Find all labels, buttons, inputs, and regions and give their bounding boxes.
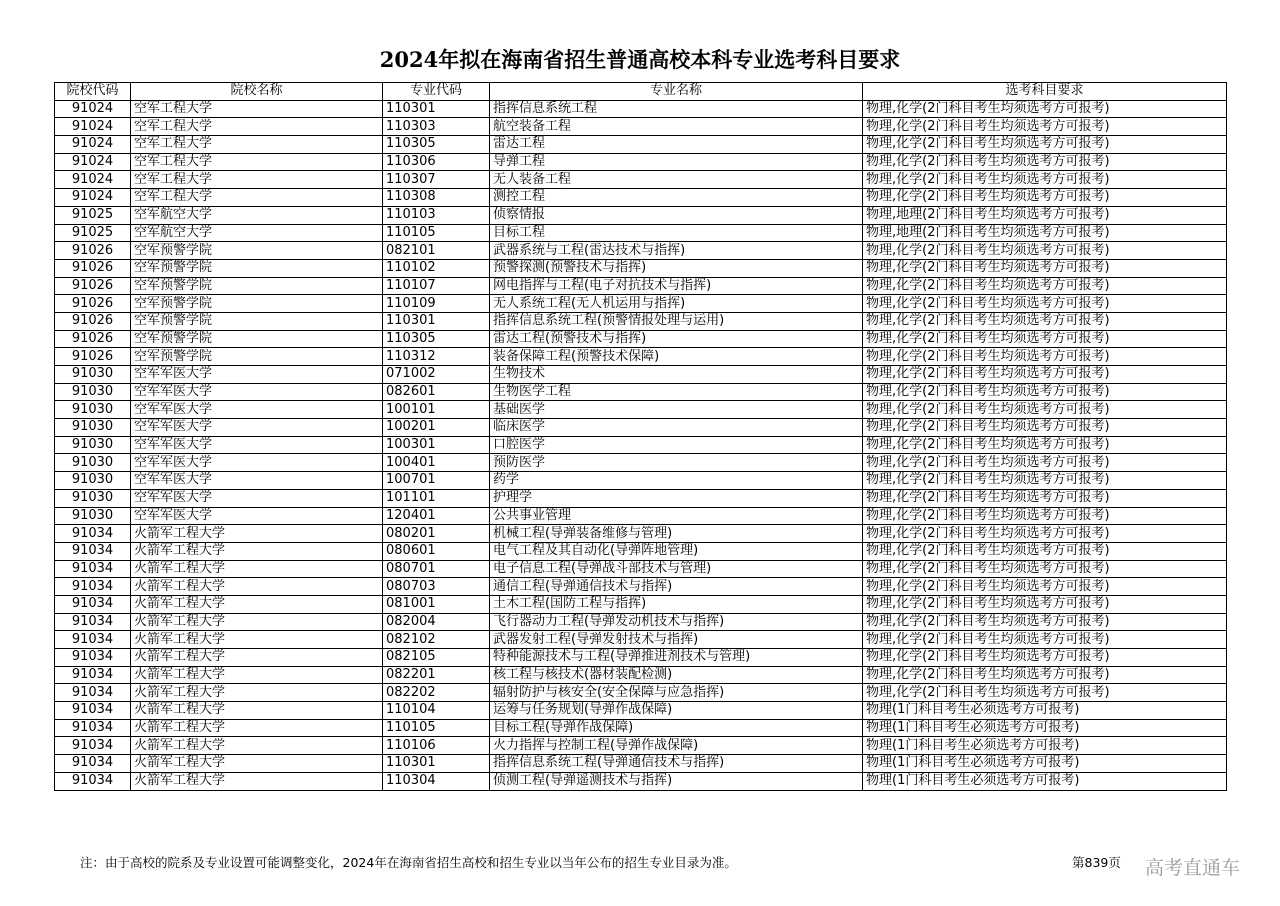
major-code-cell: 082201 [383,666,490,684]
school-name-cell: 空军军医大学 [131,489,383,507]
school-name-cell: 空军预警学院 [131,348,383,366]
school-name-cell: 空军军医大学 [131,472,383,490]
school-name-cell: 火箭军工程大学 [131,560,383,578]
header-major-name: 专业名称 [490,83,863,101]
subject-requirement-cell: 物理,化学(2门科目考生均须选考方可报考) [863,312,1227,330]
school-name-cell: 空军预警学院 [131,312,383,330]
major-code-cell: 110104 [383,702,490,720]
major-code-cell: 110305 [383,136,490,154]
school-name-cell: 空军工程大学 [131,136,383,154]
major-name-cell: 雷达工程 [490,136,863,154]
table-row [55,631,1227,649]
subject-requirement-cell: 物理,化学(2门科目考生均须选考方可报考) [863,507,1227,525]
major-code-cell: 080201 [383,525,490,543]
school-code-cell: 91026 [55,330,131,348]
subject-requirement-cell: 物理,化学(2门科目考生均须选考方可报考) [863,153,1227,171]
school-name-cell: 空军军医大学 [131,383,383,401]
major-name-cell: 预警探测(预警技术与指挥) [490,259,863,277]
major-name-cell: 测控工程 [490,189,863,207]
subject-requirement-cell: 物理,化学(2门科目考生均须选考方可报考) [863,436,1227,454]
school-name-cell: 火箭军工程大学 [131,542,383,560]
table-row [55,684,1227,702]
table-row [55,737,1227,755]
table-row [55,525,1227,543]
subject-requirement-cell: 物理,化学(2门科目考生均须选考方可报考) [863,631,1227,649]
major-code-cell: 110109 [383,295,490,313]
major-code-cell: 110107 [383,277,490,295]
school-name-cell: 空军工程大学 [131,100,383,118]
school-name-cell: 空军工程大学 [131,189,383,207]
school-code-cell: 91034 [55,613,131,631]
subject-requirement-cell: 物理,化学(2门科目考生均须选考方可报考) [863,525,1227,543]
table-row [55,366,1227,384]
major-code-cell: 110106 [383,737,490,755]
table-row [55,419,1227,437]
major-code-cell: 100201 [383,419,490,437]
table-row [55,755,1227,773]
school-name-cell: 火箭军工程大学 [131,666,383,684]
subject-requirement-cell: 物理,化学(2门科目考生均须选考方可报考) [863,649,1227,667]
table-row [55,189,1227,207]
school-code-cell: 91030 [55,383,131,401]
subject-requirement-cell: 物理,化学(2门科目考生均须选考方可报考) [863,330,1227,348]
school-name-cell: 火箭军工程大学 [131,719,383,737]
major-name-cell: 药学 [490,472,863,490]
subject-requirement-cell: 物理,化学(2门科目考生均须选考方可报考) [863,613,1227,631]
school-name-cell: 空军预警学院 [131,259,383,277]
subject-requirement-cell: 物理,化学(2门科目考生均须选考方可报考) [863,136,1227,154]
school-code-cell: 91034 [55,631,131,649]
subject-requirement-cell: 物理,化学(2门科目考生均须选考方可报考) [863,666,1227,684]
school-code-cell: 91026 [55,242,131,260]
header-major-code: 专业代码 [383,83,490,101]
school-code-cell: 91030 [55,436,131,454]
watermark: 高考直通车 [1145,857,1241,879]
major-name-cell: 无人系统工程(无人机运用与指挥) [490,295,863,313]
major-name-cell: 目标工程 [490,224,863,242]
table-row [55,507,1227,525]
major-code-cell: 110305 [383,330,490,348]
major-name-cell: 无人装备工程 [490,171,863,189]
table-row [55,472,1227,490]
school-code-cell: 91024 [55,171,131,189]
school-code-cell: 91034 [55,649,131,667]
major-code-cell: 110312 [383,348,490,366]
school-code-cell: 91034 [55,772,131,790]
school-code-cell: 91030 [55,507,131,525]
school-name-cell: 空军军医大学 [131,366,383,384]
header-school-name: 院校名称 [131,83,383,101]
header-school-code: 院校代码 [55,83,131,101]
table-body [55,100,1227,790]
school-name-cell: 空军军医大学 [131,401,383,419]
table-row [55,136,1227,154]
major-name-cell: 侦察情报 [490,206,863,224]
major-code-cell: 100101 [383,401,490,419]
major-code-cell: 110301 [383,755,490,773]
table-row [55,224,1227,242]
table-row [55,206,1227,224]
table-row [55,560,1227,578]
table-row [55,702,1227,720]
subject-requirement-cell: 物理,化学(2门科目考生均须选考方可报考) [863,560,1227,578]
major-name-cell: 土木工程(国防工程与指挥) [490,595,863,613]
major-name-cell: 火力指挥与控制工程(导弹作战保障) [490,737,863,755]
major-code-cell: 110105 [383,224,490,242]
table-row [55,666,1227,684]
major-code-cell: 100401 [383,454,490,472]
table-row [55,578,1227,596]
table-row [55,330,1227,348]
subject-requirement-cell: 物理,化学(2门科目考生均须选考方可报考) [863,383,1227,401]
major-code-cell: 071002 [383,366,490,384]
school-code-cell: 91030 [55,454,131,472]
table-row [55,259,1227,277]
table-row [55,295,1227,313]
table-row [55,489,1227,507]
major-code-cell: 110103 [383,206,490,224]
school-code-cell: 91026 [55,348,131,366]
major-code-cell: 080601 [383,542,490,560]
major-name-cell: 护理学 [490,489,863,507]
major-name-cell: 辐射防护与核安全(安全保障与应急指挥) [490,684,863,702]
table-row [55,153,1227,171]
school-name-cell: 空军预警学院 [131,277,383,295]
major-code-cell: 080701 [383,560,490,578]
major-code-cell: 082202 [383,684,490,702]
major-code-cell: 110306 [383,153,490,171]
major-code-cell: 082105 [383,649,490,667]
school-name-cell: 火箭军工程大学 [131,613,383,631]
school-name-cell: 空军工程大学 [131,171,383,189]
subject-requirement-cell: 物理,化学(2门科目考生均须选考方可报考) [863,401,1227,419]
school-code-cell: 91030 [55,366,131,384]
subject-requirement-cell: 物理,地理(2门科目考生均须选考方可报考) [863,206,1227,224]
major-name-cell: 通信工程(导弹通信技术与指挥) [490,578,863,596]
major-code-cell: 110308 [383,189,490,207]
major-name-cell: 雷达工程(预警技术与指挥) [490,330,863,348]
major-name-cell: 指挥信息系统工程(预警情报处理与运用) [490,312,863,330]
major-name-cell: 导弹工程 [490,153,863,171]
subject-requirement-cell: 物理,化学(2门科目考生均须选考方可报考) [863,472,1227,490]
major-code-cell: 110307 [383,171,490,189]
school-name-cell: 空军军医大学 [131,507,383,525]
major-code-cell: 110102 [383,259,490,277]
table-row [55,312,1227,330]
major-code-cell: 100701 [383,472,490,490]
table-row [55,454,1227,472]
major-code-cell: 100301 [383,436,490,454]
header-subject-requirement: 选考科目要求 [863,83,1227,101]
school-name-cell: 火箭军工程大学 [131,631,383,649]
table-row [55,277,1227,295]
table-row [55,383,1227,401]
major-name-cell: 飞行器动力工程(导弹发动机技术与指挥) [490,613,863,631]
school-code-cell: 91024 [55,189,131,207]
subject-requirement-cell: 物理(1门科目考生必须选考方可报考) [863,772,1227,790]
school-name-cell: 火箭军工程大学 [131,684,383,702]
school-code-cell: 91024 [55,100,131,118]
subject-requirement-cell: 物理,化学(2门科目考生均须选考方可报考) [863,595,1227,613]
major-name-cell: 公共事业管理 [490,507,863,525]
major-name-cell: 目标工程(导弹作战保障) [490,719,863,737]
major-name-cell: 武器系统与工程(雷达技术与指挥) [490,242,863,260]
major-name-cell: 生物医学工程 [490,383,863,401]
table-row [55,436,1227,454]
table-row [55,348,1227,366]
school-code-cell: 91030 [55,472,131,490]
table-row [55,719,1227,737]
school-code-cell: 91024 [55,153,131,171]
major-code-cell: 081001 [383,595,490,613]
school-code-cell: 91034 [55,719,131,737]
table-row [55,772,1227,790]
school-name-cell: 火箭军工程大学 [131,525,383,543]
subject-requirement-cell: 物理,化学(2门科目考生均须选考方可报考) [863,277,1227,295]
school-name-cell: 空军军医大学 [131,454,383,472]
major-name-cell: 特种能源技术与工程(导弹推进剂技术与管理) [490,649,863,667]
subject-requirement-cell: 物理,化学(2门科目考生均须选考方可报考) [863,419,1227,437]
school-name-cell: 空军军医大学 [131,436,383,454]
major-code-cell: 110304 [383,772,490,790]
subject-requirement-cell: 物理,化学(2门科目考生均须选考方可报考) [863,542,1227,560]
school-name-cell: 火箭军工程大学 [131,755,383,773]
school-name-cell: 火箭军工程大学 [131,595,383,613]
major-name-cell: 电子信息工程(导弹战斗部技术与管理) [490,560,863,578]
major-name-cell: 侦测工程(导弹遥测技术与指挥) [490,772,863,790]
table-row [55,171,1227,189]
school-name-cell: 空军工程大学 [131,118,383,136]
major-name-cell: 机械工程(导弹装备维修与管理) [490,525,863,543]
school-code-cell: 91026 [55,259,131,277]
subject-requirement-cell: 物理,化学(2门科目考生均须选考方可报考) [863,259,1227,277]
footnote: 注：由于高校的院系及专业设置可能调整变化，2024年在海南省招生高校和招生专业以当年公布的招生专业目录为准。 [80,855,737,870]
school-name-cell: 空军预警学院 [131,330,383,348]
major-code-cell: 110105 [383,719,490,737]
subject-requirement-cell: 物理,化学(2门科目考生均须选考方可报考) [863,578,1227,596]
subject-requirement-cell: 物理(1门科目考生必须选考方可报考) [863,737,1227,755]
school-code-cell: 91030 [55,419,131,437]
subject-requirement-cell: 物理,化学(2门科目考生均须选考方可报考) [863,366,1227,384]
school-code-cell: 91034 [55,578,131,596]
major-code-cell: 080703 [383,578,490,596]
school-code-cell: 91030 [55,401,131,419]
major-name-cell: 武器发射工程(导弹发射技术与指挥) [490,631,863,649]
school-code-cell: 91034 [55,684,131,702]
major-code-cell: 082601 [383,383,490,401]
table-row [55,613,1227,631]
school-code-cell: 91034 [55,755,131,773]
school-code-cell: 91024 [55,136,131,154]
subject-requirement-cell: 物理(1门科目考生必须选考方可报考) [863,719,1227,737]
subject-requirement-cell: 物理,化学(2门科目考生均须选考方可报考) [863,489,1227,507]
major-name-cell: 核工程与核技术(器材装配检测) [490,666,863,684]
subject-requirement-cell: 物理,化学(2门科目考生均须选考方可报考) [863,242,1227,260]
table-row [55,595,1227,613]
school-code-cell: 91024 [55,118,131,136]
school-code-cell: 91034 [55,560,131,578]
school-name-cell: 空军预警学院 [131,295,383,313]
school-name-cell: 火箭军工程大学 [131,578,383,596]
school-code-cell: 91026 [55,312,131,330]
subject-requirement-cell: 物理(1门科目考生必须选考方可报考) [863,702,1227,720]
table-row [55,401,1227,419]
requirements-table [54,82,1227,791]
major-name-cell: 生物技术 [490,366,863,384]
subject-requirement-cell: 物理,化学(2门科目考生均须选考方可报考) [863,348,1227,366]
school-name-cell: 火箭军工程大学 [131,649,383,667]
subject-requirement-cell: 物理(1门科目考生必须选考方可报考) [863,755,1227,773]
major-code-cell: 082004 [383,613,490,631]
major-name-cell: 航空装备工程 [490,118,863,136]
school-code-cell: 91034 [55,525,131,543]
table-header-row [55,83,1227,101]
major-code-cell: 110301 [383,100,490,118]
school-code-cell: 91034 [55,702,131,720]
school-name-cell: 火箭军工程大学 [131,737,383,755]
school-code-cell: 91030 [55,489,131,507]
major-name-cell: 指挥信息系统工程 [490,100,863,118]
subject-requirement-cell: 物理,化学(2门科目考生均须选考方可报考) [863,684,1227,702]
table-row [55,542,1227,560]
school-name-cell: 空军工程大学 [131,153,383,171]
school-name-cell: 火箭军工程大学 [131,772,383,790]
school-code-cell: 91034 [55,542,131,560]
school-name-cell: 空军航空大学 [131,206,383,224]
major-code-cell: 101101 [383,489,490,507]
school-code-cell: 91034 [55,737,131,755]
major-name-cell: 口腔医学 [490,436,863,454]
major-name-cell: 指挥信息系统工程(导弹通信技术与指挥) [490,755,863,773]
table-row [55,100,1227,118]
school-code-cell: 91034 [55,666,131,684]
school-name-cell: 空军航空大学 [131,224,383,242]
major-code-cell: 082101 [383,242,490,260]
subject-requirement-cell: 物理,化学(2门科目考生均须选考方可报考) [863,295,1227,313]
page-number: 第839页 [1072,855,1121,870]
school-name-cell: 空军军医大学 [131,419,383,437]
table-row [55,118,1227,136]
school-code-cell: 91025 [55,224,131,242]
major-name-cell: 预防医学 [490,454,863,472]
subject-requirement-cell: 物理,化学(2门科目考生均须选考方可报考) [863,171,1227,189]
table-row [55,649,1227,667]
major-name-cell: 装备保障工程(预警技术保障) [490,348,863,366]
page-title: 2024年拟在海南省招生普通高校本科专业选考科目要求 [379,47,901,72]
school-name-cell: 空军预警学院 [131,242,383,260]
subject-requirement-cell: 物理,化学(2门科目考生均须选考方可报考) [863,189,1227,207]
major-name-cell: 基础医学 [490,401,863,419]
school-code-cell: 91025 [55,206,131,224]
major-code-cell: 082102 [383,631,490,649]
school-name-cell: 火箭军工程大学 [131,702,383,720]
subject-requirement-cell: 物理,化学(2门科目考生均须选考方可报考) [863,100,1227,118]
school-code-cell: 91026 [55,277,131,295]
table-row [55,242,1227,260]
subject-requirement-cell: 物理,化学(2门科目考生均须选考方可报考) [863,118,1227,136]
major-name-cell: 运筹与任务规划(导弹作战保障) [490,702,863,720]
major-name-cell: 网电指挥与工程(电子对抗技术与指挥) [490,277,863,295]
school-code-cell: 91034 [55,595,131,613]
major-name-cell: 临床医学 [490,419,863,437]
major-code-cell: 110303 [383,118,490,136]
major-code-cell: 120401 [383,507,490,525]
subject-requirement-cell: 物理,地理(2门科目考生均须选考方可报考) [863,224,1227,242]
major-name-cell: 电气工程及其自动化(导弹阵地管理) [490,542,863,560]
school-code-cell: 91026 [55,295,131,313]
subject-requirement-cell: 物理,化学(2门科目考生均须选考方可报考) [863,454,1227,472]
major-code-cell: 110301 [383,312,490,330]
